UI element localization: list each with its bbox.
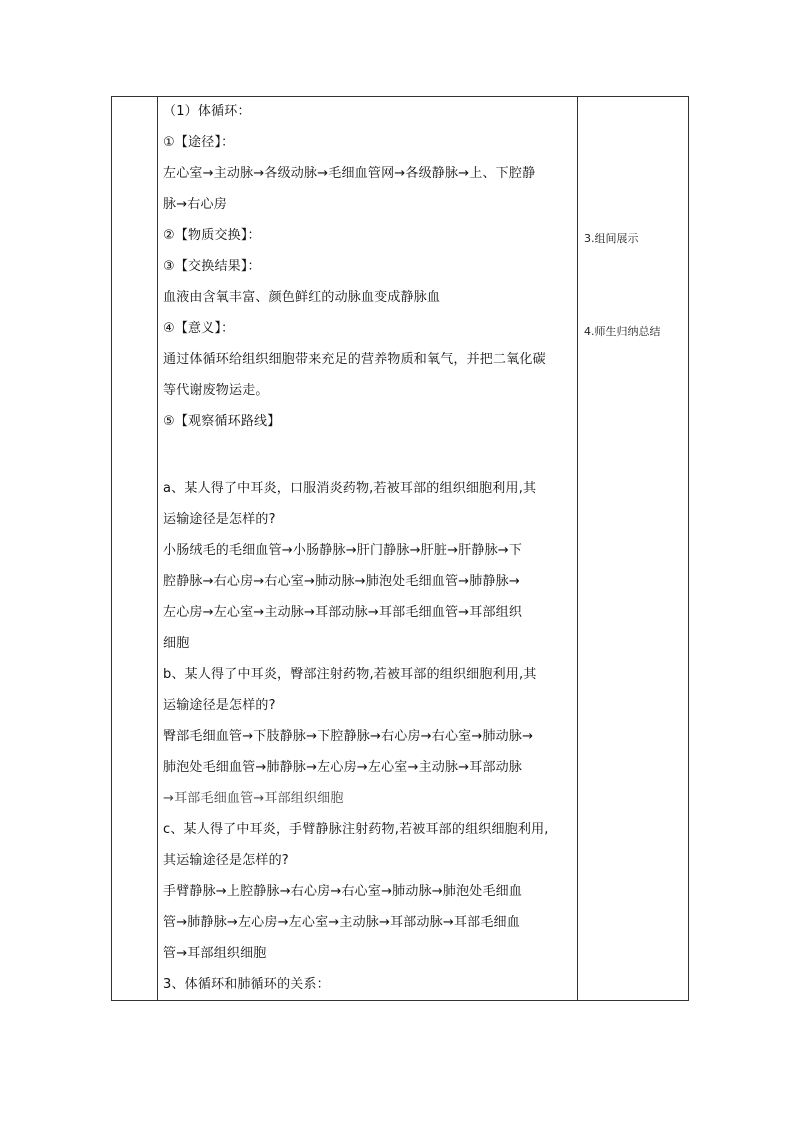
item-exchange-result: ③【交换结果】： (163, 259, 261, 274)
column-divider-right (577, 97, 578, 1000)
answer-b: →耳部毛细血管→耳部组织细胞 (163, 791, 344, 806)
answer-a: 细胞 (163, 636, 190, 651)
answer-a: 左心房→左心室→主动脉→耳部动脉→耳部毛细血管→耳部组织 (163, 605, 523, 620)
exchange-result-text: 血液由含氧丰富、颜色鲜红的动脉血变成静脉血 (163, 290, 441, 305)
activity-note-summary: 4.师生归纳总结 (584, 325, 661, 338)
activity-note-group-display: 3.组间展示 (584, 232, 639, 245)
item-observe-route: ⑤【观察循环路线】 (163, 414, 281, 429)
item-meaning: ④【意义】： (163, 321, 235, 336)
pathway-line: 脉→右心房 (163, 197, 227, 212)
answer-b: 臀部毛细血管→下肢静脉→下腔静脉→右心房→右心室→肺动脉→ (163, 729, 534, 744)
question-c: c、某人得了中耳炎，手臂静脉注射药物,若被耳部的组织细胞利用, (163, 822, 549, 837)
answer-a: 腔静脉→右心房→右心室→肺动脉→肺泡处毛细血管→肺静脉→ (163, 574, 520, 589)
answer-c: 管→耳部组织细胞 (163, 946, 267, 961)
heading-systemic-circulation: （1）体循环： (163, 104, 251, 119)
question-c: 其运输途径是怎样的? (163, 853, 289, 868)
column-divider-left (157, 97, 158, 1000)
question-a: 运输途径是怎样的? (163, 512, 276, 527)
answer-c: 管→肺静脉→左心房→左心室→主动脉→耳部动脉→耳部毛细血 (163, 915, 520, 930)
heading-circulation-relationship: 3、体循环和肺循环的关系： (163, 977, 330, 992)
lesson-table (111, 96, 689, 1001)
pathway-line: 左心室→主动脉→各级动脉→毛细血管网→各级静脉→上、下腔静 (163, 166, 536, 181)
item-material-exchange: ②【物质交换】： (163, 228, 261, 243)
question-b: b、某人得了中耳炎，臀部注射药物,若被耳部的组织细胞利用,其 (163, 667, 537, 682)
answer-a: 小肠绒毛的毛细血管→小肠静脉→肝门静脉→肝脏→肝静脉→下 (163, 543, 523, 558)
item-pathway: ①【途径】： (163, 135, 235, 150)
question-b: 运输途径是怎样的? (163, 698, 276, 713)
question-a: a、某人得了中耳炎，口服消炎药物,若被耳部的组织细胞利用,其 (163, 481, 537, 496)
answer-b: 肺泡处毛细血管→肺静脉→左心房→左心室→主动脉→耳部动脉 (163, 760, 523, 775)
answer-c: 手臂静脉→上腔静脉→右心房→右心室→肺动脉→肺泡处毛细血 (163, 884, 523, 899)
meaning-text: 通过体循环给组织细胞带来充足的营养物质和氧气，并把二氧化碳 (163, 352, 546, 367)
meaning-text: 等代谢废物运走。 (163, 383, 269, 398)
